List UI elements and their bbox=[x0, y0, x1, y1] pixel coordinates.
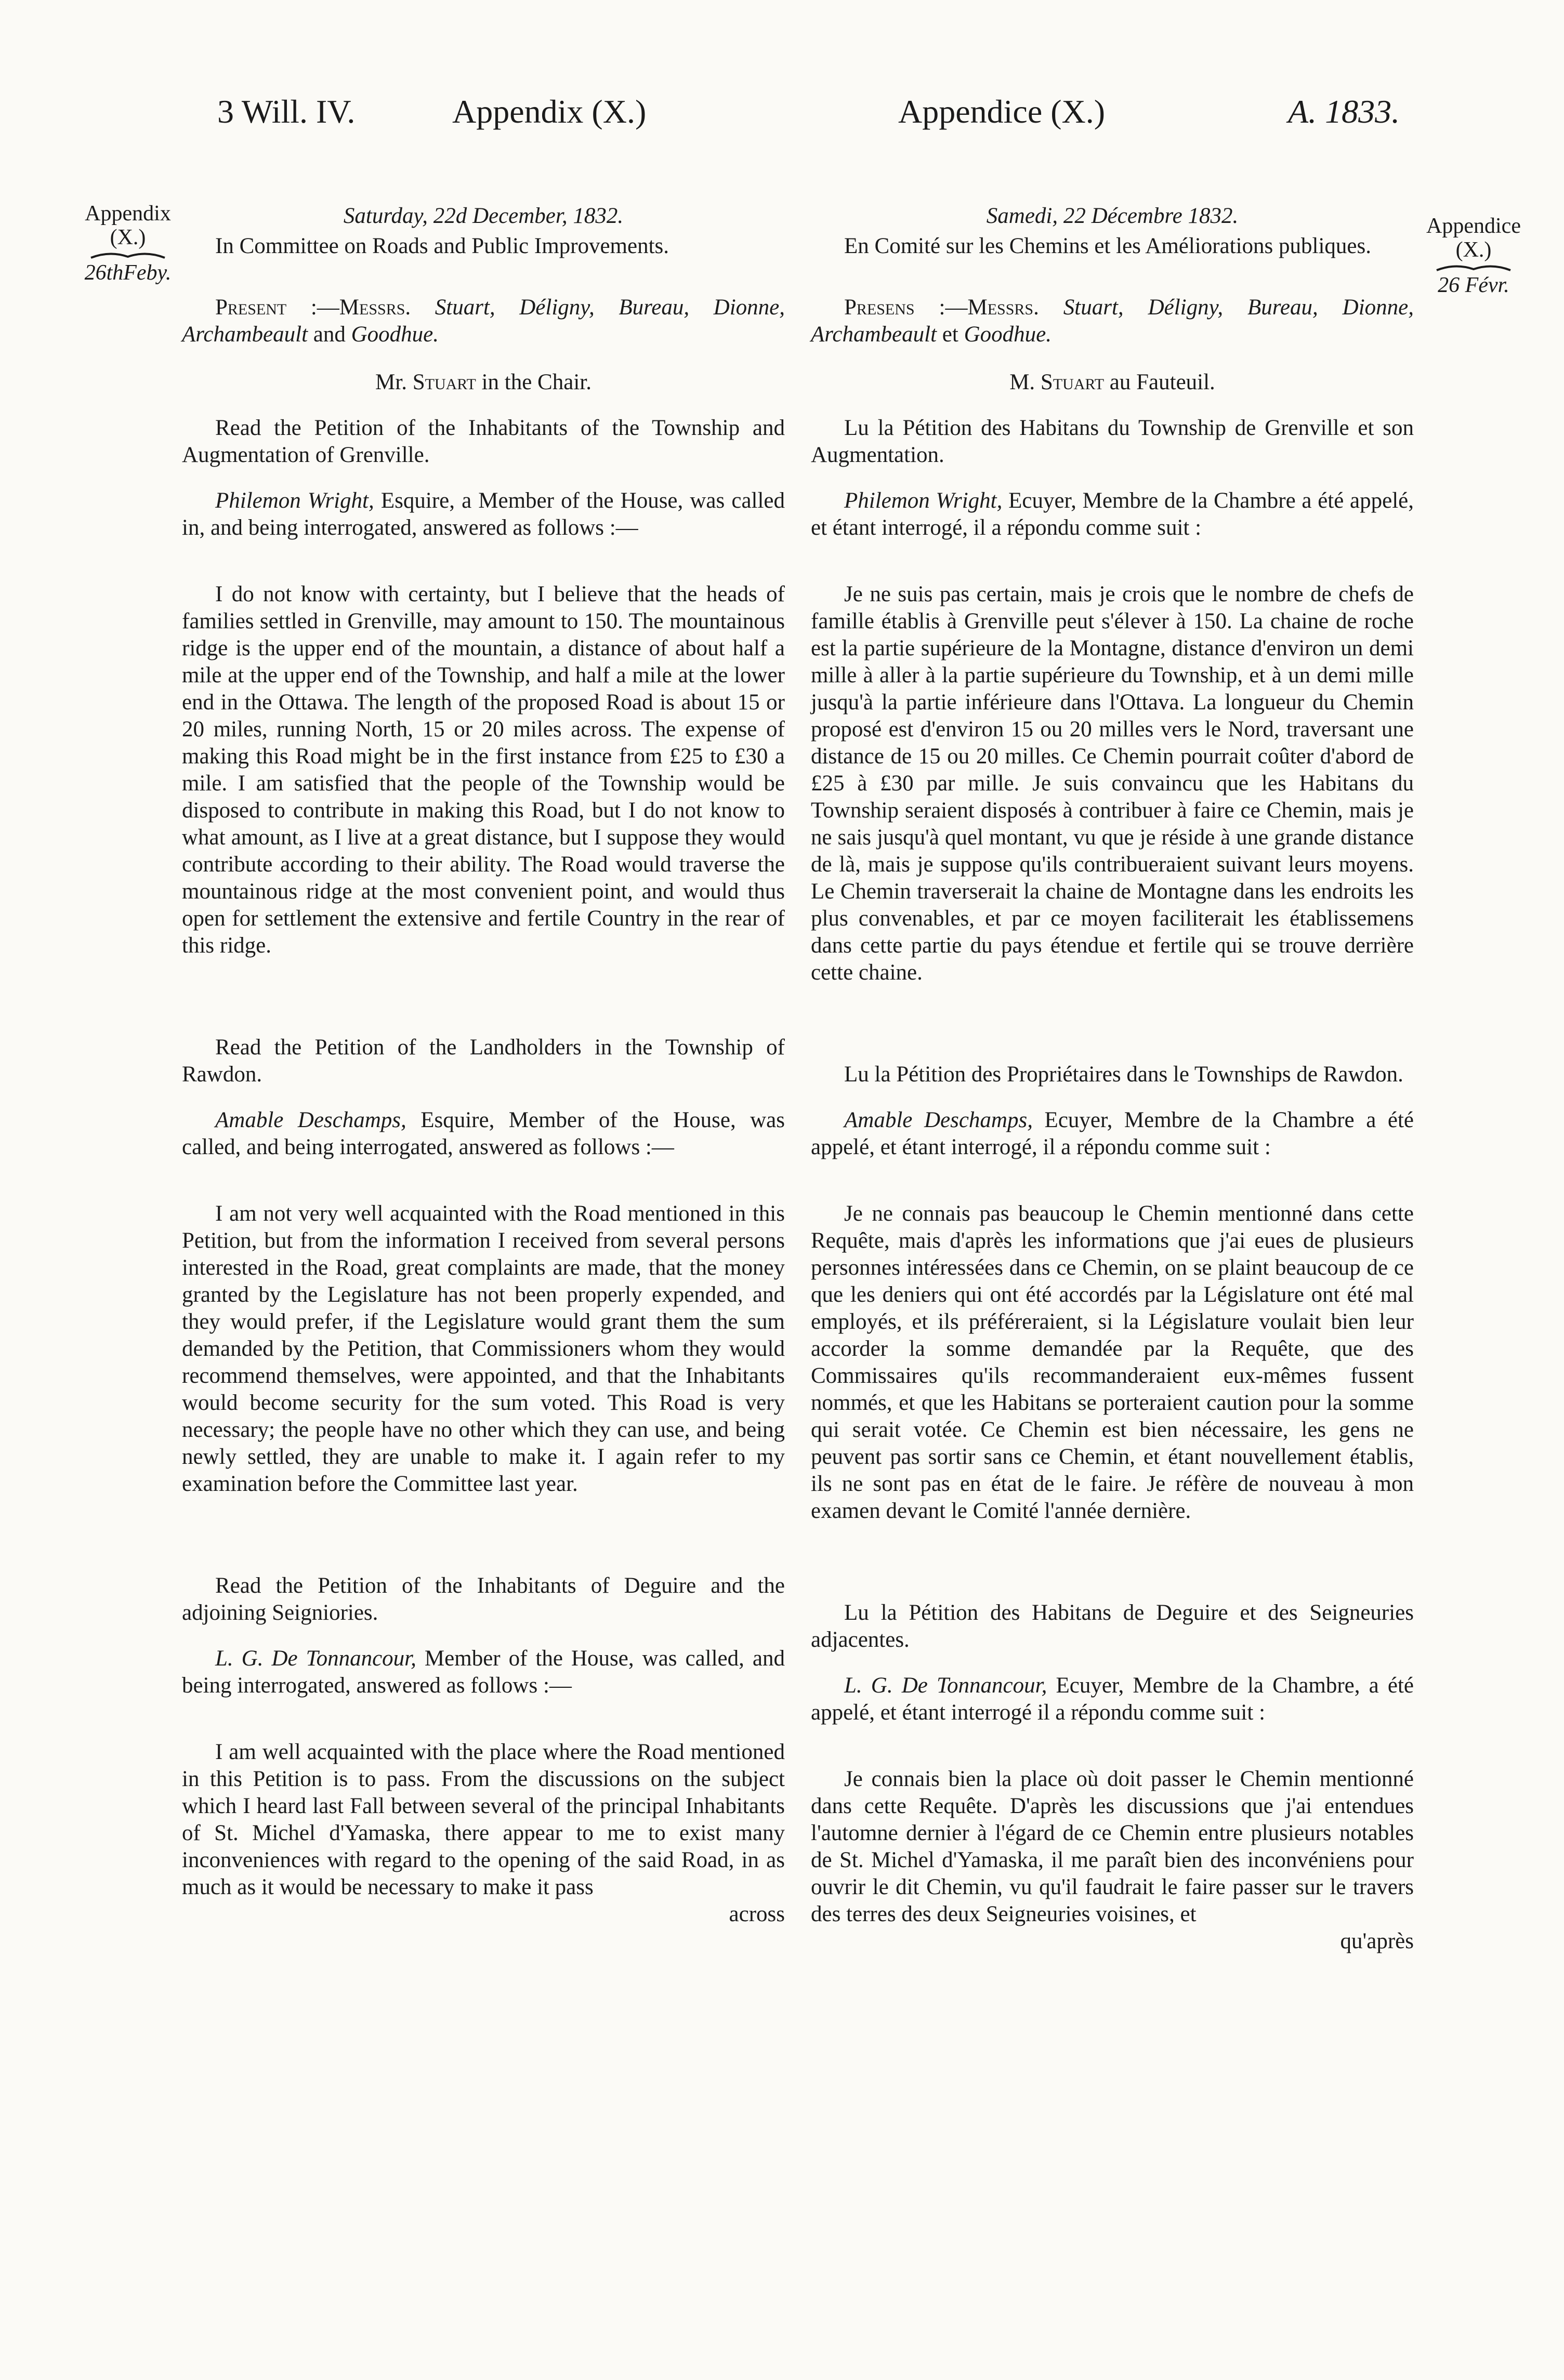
header-session: 3 Will. IV. bbox=[217, 93, 356, 130]
french-chair-prefix: M. bbox=[1009, 370, 1035, 394]
french-catchword: qu'après bbox=[1340, 1929, 1414, 1953]
french-committee: En Comité sur les Chemins et les Améliorations publiques. bbox=[844, 234, 1371, 258]
english-witness-1-rest: Esquire, a Member of the House, was called in, and being interrogated, answered as follows :— bbox=[182, 488, 785, 540]
english-petition-1: Read the Petition of the Inhabitants of the Township and Augmentation of Grenville. bbox=[182, 416, 785, 467]
english-witness-2 bbox=[182, 1107, 785, 1161]
english-answer-3: I am well acquainted with the place where the Road mentioned in this Petition is to pass. From the discussions on the subject which I heard last Fall between several of the principal Inhabitants of St. Michel d'Yamaska, there appear to me to exist many inconveniences with regard to the opening of the said Road, in as much as it would be necessary to make it pass bbox=[182, 1740, 785, 1899]
french-witness-2-rest: Ecuyer, Membre de la Chambre a été appelé, et étant interrogé, il a répondu comme suit : bbox=[811, 1108, 1414, 1159]
right-margin-swash-icon bbox=[1435, 262, 1513, 273]
english-chair bbox=[182, 369, 785, 396]
french-present-names: Stuart, Déligny, Bureau, Dionne, Archambeault bbox=[811, 295, 1414, 347]
english-answer-1: I do not know with certainty, but I believe that the heads of families settled in Grenville, may amount to 150. The mountainous ridge is the upper end of the mountain, a distance of about half a mile at the upper end of the Township, and half a mile at the lower end in the Ottawa. The length of the proposed Road is about 15 or 20 miles, running North, 15 or 20 miles across. The expense of making this Road might be in the first instance from £25 to £30 a mile. I am satisfied that the people of the Township would be disposed to contribute in making this Road, but I do not know to what amount, as I live at a great distance, but I suppose they would contribute according to their ability. The Road would traverse the mountainous ridge at the most convenient point, and would thus open for settlement the extensive and fertile Country in the rear of this ridge. bbox=[182, 582, 785, 958]
header-title-french: Appendice (X.) bbox=[898, 93, 1106, 130]
french-petition-2: Lu la Pétition des Propriétaires dans le Townships de Rawdon. bbox=[844, 1062, 1403, 1087]
french-present bbox=[811, 294, 1414, 348]
english-committee: In Committee on Roads and Public Improvements. bbox=[215, 234, 669, 258]
english-present-label: Present :—Messrs. bbox=[215, 295, 411, 320]
left-margin-date: 26thFeby. bbox=[84, 261, 172, 285]
left-margin-sub: (X.) bbox=[110, 226, 146, 249]
english-column bbox=[182, 203, 785, 1928]
french-present-and: et bbox=[942, 322, 958, 347]
english-witness-2-name: Amable Deschamps, bbox=[215, 1108, 406, 1132]
french-chair-name: Stuart bbox=[1040, 370, 1105, 394]
right-margin-label: Appendice bbox=[1426, 214, 1521, 238]
right-margin-sub: (X.) bbox=[1455, 238, 1492, 262]
english-petition-3: Read the Petition of the Inhabitants of Deguire and the adjoining Seigniories. bbox=[182, 1574, 785, 1625]
french-chair-suffix: au Fauteuil. bbox=[1109, 370, 1215, 394]
french-witness-3 bbox=[811, 1672, 1414, 1726]
french-witness-3-rest: Ecuyer, Membre de la Chambre, a été appelé, et étant interrogé il a répondu comme suit : bbox=[811, 1673, 1414, 1725]
english-witness-3-rest: Member of the House, was called, and being interrogated, answered as follows :— bbox=[182, 1646, 785, 1698]
english-catchword: across bbox=[729, 1902, 785, 1926]
english-witness-1 bbox=[182, 487, 785, 541]
english-date: Saturday, 22d December, 1832. bbox=[343, 204, 624, 228]
french-petition-1: Lu la Pétition des Habitans du Township de Grenville et son Augmentation. bbox=[811, 416, 1414, 467]
right-margin-date: 26 Févr. bbox=[1438, 273, 1509, 297]
french-petition-3: Lu la Pétition des Habitans de Deguire et des Seigneuries adjacentes. bbox=[811, 1601, 1414, 1652]
header-title-english: Appendix (X.) bbox=[452, 93, 647, 130]
french-answer-2: Je ne connais pas beaucoup le Chemin mentionné dans cette Requête, mais d'après les informations que j'ai eues de plusieurs personnes intéressées dans ce Chemin, on se plaint beaucoup de ce que les deniers qui ont été accordés par la Législature ont été mal employés, et ils préféreraient, si la Législature voulait bien leur accorder la somme demandée par la Requête, que des Commissaires qu'ils recommanderaient eux-mêmes fussent nommés, et que les Habitans se porteraient caution pour la somme qui serait votée. Ce Chemin est bien nécessaire, les gens ne peuvent pas sortir sans ce Chemin, et étant nouvellement établis, ils ne sont pas en état de le faire. Je réfère de nouveau à mon examen devant le Comité l'année dernière. bbox=[811, 1201, 1414, 1523]
english-chair-prefix: Mr. bbox=[375, 370, 407, 394]
english-present bbox=[182, 294, 785, 348]
english-petition-2: Read the Petition of the Landholders in the Township of Rawdon. bbox=[182, 1035, 785, 1087]
english-present-names: Stuart, Déligny, Bureau, Dionne, Archambeault bbox=[182, 295, 785, 347]
french-witness-2-name: Amable Deschamps, bbox=[844, 1108, 1033, 1132]
left-margin-swash-icon bbox=[89, 249, 167, 261]
french-answer-1: Je ne suis pas certain, mais je crois que le nombre de chefs de famille établis à Grenville peut s'élever à 150. La chaine de roche est la partie supérieure de la Montagne, distance d'environ un demi mille à aller à la partie supérieure du Township, et à un demi mille jusqu'à la partie inférieure dans l'Ottava. La longueur du Chemin proposé est d'environ 15 ou 20 milles vers le Nord, traversant une distance de 15 ou 20 milles. Ce Chemin pourrait coûter d'abord de £25 à £30 par mille. Je suis convaincu que les Habitans du Township seraient disposés à contribuer à faire ce Chemin, mais je ne sais jusqu'à quel montant, vu que je réside à une grande distance de là, mais je suppose qu'ils contribueraient suivant leurs moyens. Le Chemin traverserait la chaine de Montagne dans les endroits les plus convenables, et par ce moyen faciliterait les établissemens dans cette partie du pays étendue et fertile qui se trouve derrière cette chaine. bbox=[811, 582, 1414, 985]
english-chair-name: Stuart bbox=[412, 370, 476, 394]
english-witness-2-rest: Esquire, Member of the House, was called, and being interrogated, answered as follows :— bbox=[182, 1108, 785, 1159]
french-witness-1-rest: Ecuyer, Membre de la Chambre a été appelé, et étant interrogé, il a répondu comme suit : bbox=[811, 488, 1414, 540]
header-year: A. 1833. bbox=[1288, 93, 1400, 130]
right-margin-note bbox=[1403, 214, 1544, 297]
french-witness-3-name: L. G. De Tonnancour, bbox=[844, 1673, 1047, 1698]
english-witness-3 bbox=[182, 1645, 785, 1699]
french-column bbox=[811, 203, 1414, 1955]
french-date: Samedi, 22 Décembre 1832. bbox=[986, 204, 1239, 228]
french-present-last: Goodhue. bbox=[964, 322, 1052, 347]
english-chair-suffix: in the Chair. bbox=[481, 370, 592, 394]
english-witness-3-name: L. G. De Tonnancour, bbox=[215, 1646, 416, 1671]
french-witness-1 bbox=[811, 487, 1414, 541]
english-present-last: Goodhue. bbox=[351, 322, 439, 347]
french-present-label: Presens :—Messrs. bbox=[844, 295, 1039, 320]
french-answer-3: Je connais bien la place où doit passer le Chemin mentionné dans cette Requête. D'après les discussions que j'ai entendues l'automne dernier à l'égard de ce Chemin entre plusieurs notables de St. Michel d'Yamaska, il me paraît bien des inconvéniens pour ouvrir le dit Chemin, vu qu'il faudrait le faire passer sur le travers des terres des deux Seigneuries voisines, et bbox=[811, 1767, 1414, 1926]
english-present-and: and bbox=[313, 322, 346, 347]
english-answer-2: I am not very well acquainted with the Road mentioned in this Petition, but from the information I received from several persons interested in the Road, great complaints are made, that the money granted by the Legislature has not been properly expended, and they would prefer, if the Legislature would grant them the sum demanded by the Petition, that Commissioners whom they would recommend themselves, were appointed, and that the Inhabitants would become security for the sum voted. This Road is very necessary; the people have no other which they can use, and being newly settled, they are unable to make it. I again refer to my examination before the Committee last year. bbox=[182, 1201, 785, 1496]
french-witness-2 bbox=[811, 1107, 1414, 1161]
french-witness-1-name: Philemon Wright, bbox=[844, 488, 1003, 513]
left-margin-label: Appendix bbox=[85, 202, 171, 226]
french-chair bbox=[811, 369, 1414, 396]
english-witness-1-name: Philemon Wright, bbox=[215, 488, 374, 513]
